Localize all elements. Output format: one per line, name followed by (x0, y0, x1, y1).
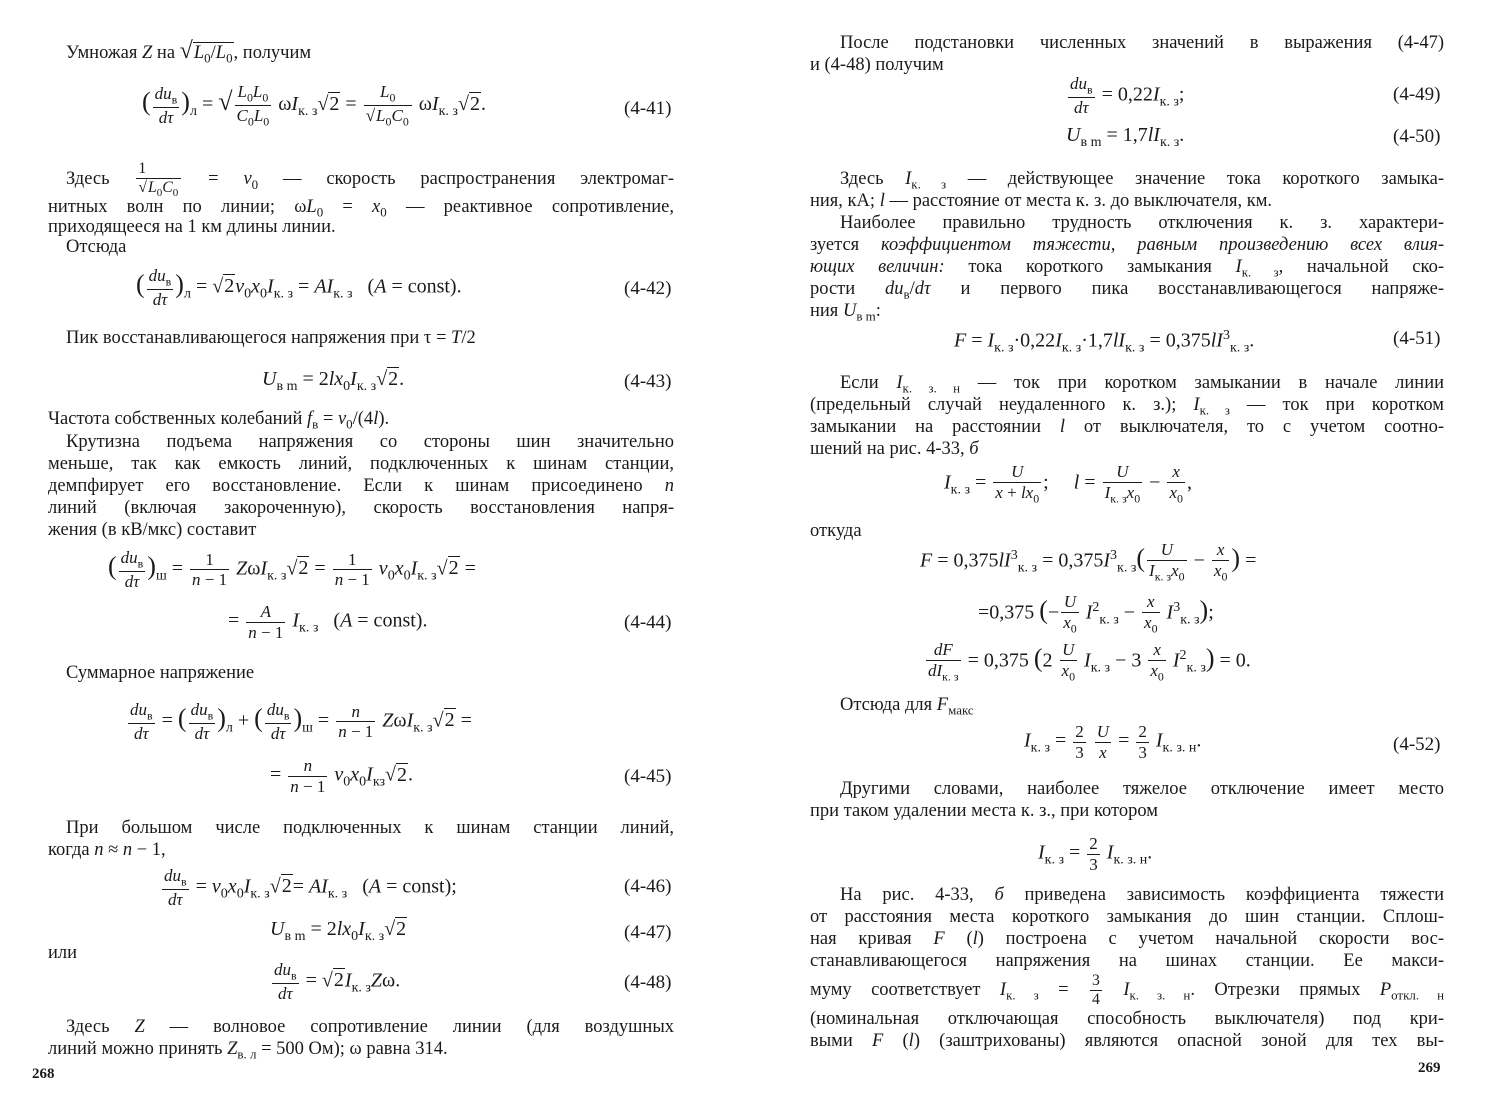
paragraph-line: ния $U_{в m}$: (810, 301, 881, 324)
page-number: 269 (1418, 1060, 1441, 1076)
equation-number: (4-49) (1393, 84, 1441, 105)
equation-4-42: ( $\frac{du_в}{d\tau}$ )$_л = √2v_0x_0I_{к. з} = AI_{к. з}$ (A = const). (136, 266, 462, 310)
paragraph-for-fmax: Отсюда для $F_{макс}$ (840, 695, 974, 718)
paragraph-total: Суммарное напряжение (66, 663, 255, 683)
paragraph-line: станавливающегося напряжения на шинах станции. Ее макси- (810, 951, 1444, 971)
paragraph-line: Крутизна подъема напряжения со стороны шин значительно (66, 432, 674, 452)
paragraph-frequency: Частота собственных колебаний $f_в = v_0/(4l)$. (48, 409, 390, 432)
equation-number: (4-47) (624, 922, 672, 943)
paragraph-or: или (48, 943, 78, 963)
equation-4-43: $U_{в m} = 2lx_0I_{к. з}√2$. (262, 368, 405, 394)
paragraph-line: (предельный случай неудаленного к. з.); $I_{к. з}$ — ток при коротком (810, 395, 1444, 418)
paragraph-line: линий (включая закороченную), скорость восстановления напря- (48, 498, 674, 518)
paragraph-line: при таком удалении места к. з., при котором (810, 801, 1158, 821)
paragraph-peak: Пик восстанавливающегося напряжения при τ = T/2 (66, 328, 476, 348)
paragraph-line: выми F (l) (заштрихованы) являются опасной зоной для тех вы- (810, 1031, 1444, 1051)
paragraph-line: демпфирует его восстановление. Если к шинам присоединено n (48, 476, 674, 496)
equation-number: (4-52) (1393, 734, 1441, 755)
paragraph-line: шений на рис. 4-33, б (810, 439, 979, 459)
paragraph-line: от расстояния места короткого замыкания до шин станции. Сплош- (810, 907, 1444, 927)
equation-number: (4-46) (624, 876, 672, 897)
paragraph-multiplying-z: Умножая Z на $√L_0/L_0$, получим (66, 38, 312, 66)
paragraph-line: замыкании на расстоянии l от выключателя, то с учетом соотно- (810, 417, 1444, 437)
paragraph-line: После подстановки численных значений в выражения (4-47) (840, 33, 1444, 53)
paragraph-line: Здесь $I_{к. з}$ — действующее значение тока короткого замыка- (840, 169, 1444, 192)
paragraph-line: приходящееся на 1 км длины линии. (48, 217, 336, 237)
equation-number: (4-51) (1393, 328, 1441, 349)
paragraph-line: Здесь Z — волновое сопротивление линии (для воздушных (66, 1017, 674, 1037)
equation-number: (4-45) (624, 766, 672, 787)
equation-number: (4-41) (624, 98, 672, 119)
paragraph-line: На рис. 4-33, б приведена зависимость коэффициента тяжести (840, 885, 1444, 905)
equation-number: (4-42) (624, 278, 672, 299)
equation-number: (4-50) (1393, 126, 1441, 147)
right-page (744, 0, 1487, 1106)
paragraph-line: когда n ≈ n − 1, (48, 840, 166, 860)
page-number: 268 (32, 1066, 55, 1082)
equation-4-51: $F = I_{к. з}\cdot 0,22I_{к. з}\cdot 1,7lI_{к. з} = 0,375lI^3_{к. з}$. (954, 328, 1255, 356)
equation-4-49: $\frac{du_в}{d\tau}$ = $0,22I_{к. з}$; (1070, 74, 1185, 118)
equation-4-45-line1: $\frac{du_в}{d\tau}$ = ( $\frac{du_в}{d\tau}$ )$_л$ + ( $\frac{du_в}{d\tau}$ )$_ш$ = $\frac{n}{n - 1}$ ZωI$_{к. з}$√2 = (130, 700, 472, 744)
paragraph-whence: откуда (810, 521, 862, 541)
equation-4-44-line1: ( $\frac{du_в}{d\tau}$ )$_ш$ = $\frac{1}{n - 1}$ ZωI$_{к. з}$√2 = $\frac{1}{n - 1}$ $v_0x_0I_{к. з}√2$ = (108, 548, 476, 592)
paragraph-line: Наиболее правильно трудность отключения к. з. характери- (840, 213, 1444, 233)
equation-4-45-line2: = $\frac{n}{n - 1}$ $v_0x_0I_{кз}√2$. (270, 756, 413, 796)
paragraph-line: линий можно принять $Z_{в. л} = 500$ Ом); ω равна 314. (48, 1039, 448, 1062)
equation-final: $I_{к. з}$ = $\frac{2}{3}$ $I_{к. з. н}$. (1038, 834, 1153, 874)
equation-dF: $\frac{dF}{dI_{к. з}}$ = 0,375 (2 $\frac{U}{x_0}$ $I_{к. з} - 3$ $\frac{x}{x_0}$ $I^2_{к. з}) = 0$. (928, 640, 1251, 683)
equation-F-line2: =0,375 (− $\frac{U}{x_0}$ $I^2_{к. з}$ − $\frac{x}{x_0}$ $I^3_{к. з}$); (978, 592, 1214, 635)
equation-number: (4-48) (624, 972, 672, 993)
paragraph-line: Если $I_{к. з. н}$ — ток при коротком замыкании в начале линии (840, 373, 1444, 396)
paragraph-line: рости $du_в/d\tau$ и первого пика восстанавливающегося напряже- (810, 279, 1444, 302)
paragraph-line: зуется коэффициентом тяжести, равным произведению всех влия- (810, 235, 1445, 255)
equation-4-44-line2: = $\frac{A}{n - 1}$ $I_{к. з}$ (A = const). (228, 602, 428, 642)
equation-ik: $I_{к. з}$ = $\frac{U}{x + lx_0}$ ; l = $\frac{U}{I_{к. з}x_0}$ − $\frac{x}{x_0}$ , (944, 462, 1192, 505)
equation-4-48: $\frac{du_в}{d\tau}$ = $√2I_{к. з}Z\omega$. (274, 960, 401, 1004)
paragraph-line: меньше, так как емкость линий, подключенных к шинам станции, (48, 454, 674, 474)
paragraph-line: (номинальная отключающая способность выключателя) под кри- (810, 1009, 1444, 1029)
paragraph-line: ная кривая F (l) построена с учетом начальной скорости вос- (810, 929, 1444, 949)
equation-4-50: $U_{в m} = 1,7lI_{к. з}$. (1066, 124, 1185, 150)
paragraph-line: Другими словами, наиболее тяжелое отключение имеет место (840, 779, 1444, 799)
equation-4-52: $I_{к. з}$ = $\frac{2}{3}$ $\frac{U}{x}$ = $\frac{2}{3}$ $I_{к. з. н}$. (1024, 722, 1202, 762)
paragraph-line: жения (в кВ/мкс) составит (48, 520, 257, 540)
paragraph-here-v0: Здесь $\frac{1}{√L_0C_0}$ = $v_0$ — скорость распространения электромаг- (66, 160, 674, 200)
paragraph-line: ния, кА; l — расстояние от места к. з. до выключателя, км. (810, 191, 1273, 211)
paragraph-line: ющих величин: тока короткого замыкания $I_{к. з}$, начальной ско- (810, 257, 1444, 280)
equation-4-46: $\frac{du_в}{d\tau}$ = $v_0x_0I_{к. з}√2= AI_{к. з}$ (A = const); (164, 866, 457, 910)
paragraph-line: нитных волн по линии; $\omega L_0 = x_0$ — реактивное сопротивление, (48, 197, 674, 220)
equation-number: (4-44) (624, 612, 672, 633)
paragraph-line: При большом числе подключенных к шинам станции линий, (66, 818, 674, 838)
equation-4-41: ( $\frac{du_в}{d\tau}$ )$_л$ = √ $\frac{L_0L_0}{C_0L_0}$ $\omega I_{к. з}√2$ = $\frac{L_0}{√L_0C_0}$ $\omega I_{к. з}√2$. (142, 82, 486, 129)
equation-number: (4-43) (624, 371, 672, 392)
paragraph-line: муму соответствует $I_{к. з}$ = $\frac{3}{4}$ $I_{к. з. н}$. Отрезки прямых $P_{откл. н}$ (810, 972, 1445, 1009)
equation-4-47: $U_{в m} = 2lx_0I_{к. з}√2$ (270, 918, 407, 944)
equation-F-line1: $F = 0,375lI^3_{к. з} = 0,375I^3_{к. з}$( $\frac{U}{I_{к. з}x_0}$ − $\frac{x}{x_0}$ ) = (920, 540, 1257, 583)
paragraph-otsyuda: Отсюда (66, 237, 127, 257)
paragraph-line: и (4-48) получим (810, 55, 944, 75)
